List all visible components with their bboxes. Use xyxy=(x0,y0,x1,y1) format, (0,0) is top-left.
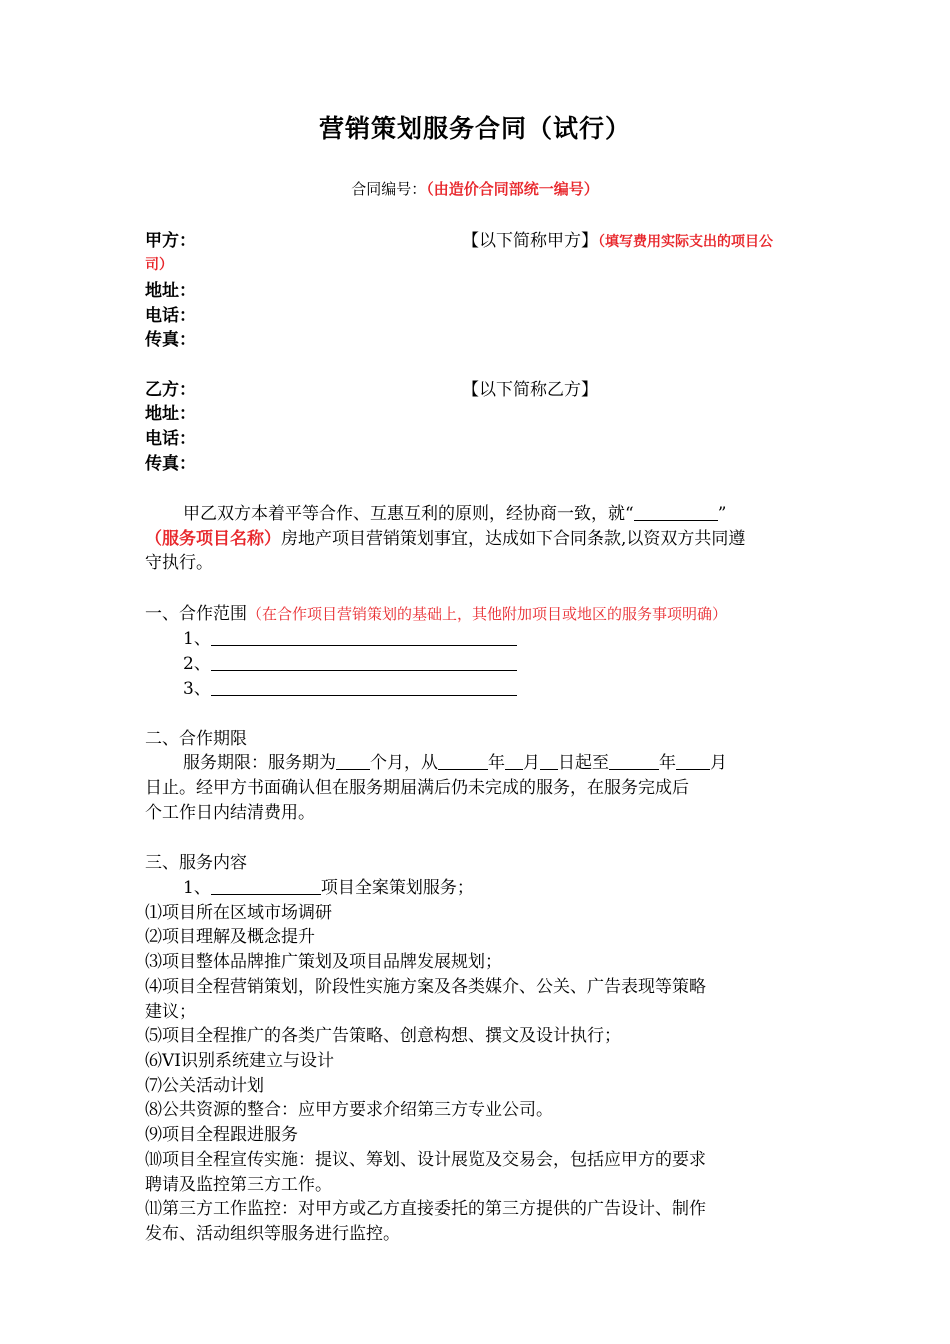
service-item: ⑸项目全程推广的各类广告策略、创意构想、撰文及设计执行； xyxy=(145,1026,621,1046)
end-month-blank[interactable] xyxy=(676,751,710,770)
service-item: 发布、活动组织等服务进行监控。 xyxy=(145,1224,400,1244)
service-sub-1 xyxy=(183,876,474,900)
party-a-alias-text: 【以下简称甲方】 xyxy=(462,231,598,251)
intro-quote-end: ” xyxy=(717,504,727,524)
service-sub-1-text: 项目全案策划服务； xyxy=(320,878,474,898)
service-sub-1-num: 1、 xyxy=(183,878,211,898)
party-b-alias: 【以下简称乙方】 xyxy=(462,380,598,400)
party-b-phone: 电话： xyxy=(145,429,196,449)
service-item: ⑺公关活动计划 xyxy=(145,1076,264,1096)
service-name-blank[interactable] xyxy=(634,502,718,521)
term-text-c: 年 xyxy=(488,753,505,773)
contract-number-note: （由造价合同部统一编号） xyxy=(426,180,599,198)
intro-line-2 xyxy=(145,527,745,551)
scope-item-2-blank[interactable] xyxy=(211,652,517,671)
section-1-note: （在合作项目营销策划的基础上，其他附加项目或地区的服务事项明确） xyxy=(247,605,728,623)
scope-item-3-blank[interactable] xyxy=(211,677,517,696)
intro-text-2: 房地产项目营销策划事宜，达成如下合同条款,以资双方共同遵 xyxy=(281,529,746,549)
section-1-heading: 一、合作范围 xyxy=(145,604,247,624)
service-item: 聘请及监控第三方工作。 xyxy=(145,1175,332,1195)
service-item: 建议； xyxy=(145,1002,196,1022)
party-a-note-cont: 司） xyxy=(145,257,173,273)
term-line-2: 日止。经甲方书面确认但在服务期届满后仍未完成的服务，在服务完成后 xyxy=(145,778,689,798)
section-1-heading-row xyxy=(145,602,727,626)
intro-line-3: 守执行。 xyxy=(145,553,213,573)
term-text-b: 个月，从 xyxy=(370,753,438,773)
party-a-phone: 电话： xyxy=(145,306,196,326)
party-b-address: 地址： xyxy=(145,404,196,424)
contract-number-label: 合同编号： xyxy=(351,180,427,198)
service-item: ⑴项目所在区域市场调研 xyxy=(145,903,332,923)
start-year-blank[interactable] xyxy=(438,751,488,770)
contract-number xyxy=(0,178,950,200)
service-item: ⑵项目理解及概念提升 xyxy=(145,927,315,947)
intro-text-1: 甲乙双方本着平等合作、互惠互利的原则，经协商一致，就“ xyxy=(183,504,634,524)
term-line-3: 个工作日内结清费用。 xyxy=(145,803,315,823)
party-a-address: 地址： xyxy=(145,281,196,301)
term-months-blank[interactable] xyxy=(336,751,370,770)
end-year-blank[interactable] xyxy=(609,751,659,770)
scope-item-2 xyxy=(183,652,517,676)
service-item: ⑻公共资源的整合：应甲方要求介绍第三方专业公司。 xyxy=(145,1100,553,1120)
service-item: ⑹VI识别系统建立与设计 xyxy=(145,1051,334,1071)
service-item: ⑽项目全程宣传实施：提议、筹划、设计展览及交易会，包括应甲方的要求 xyxy=(145,1150,706,1170)
term-text-a: 服务期限：服务期为 xyxy=(183,753,336,773)
start-day-blank[interactable] xyxy=(540,751,558,770)
scope-item-1-num: 1、 xyxy=(183,629,211,649)
service-sub-1-blank[interactable] xyxy=(211,876,321,895)
party-b-label: 乙方： xyxy=(145,380,196,400)
service-item: ⑶项目整体品牌推广策划及项目品牌发展规划； xyxy=(145,952,502,972)
scope-item-1 xyxy=(183,627,517,651)
service-item: ⑷项目全程营销策划，阶段性实施方案及各类媒介、公关、广告表现等策略 xyxy=(145,977,706,997)
term-line-1 xyxy=(183,751,727,775)
service-name-note: （服务项目名称） xyxy=(145,529,281,549)
term-text-f: 年 xyxy=(659,753,676,773)
scope-item-1-blank[interactable] xyxy=(211,627,517,646)
section-3-heading: 三、服务内容 xyxy=(145,853,247,873)
intro-line-1 xyxy=(183,502,726,526)
party-a-fax: 传真： xyxy=(145,330,196,350)
party-b-fax: 传真： xyxy=(145,454,196,474)
section-2-heading: 二、合作期限 xyxy=(145,729,247,749)
service-item: ⑾第三方工作监控：对甲方或乙方直接委托的第三方提供的广告设计、制作 xyxy=(145,1199,706,1219)
term-text-e: 日起至 xyxy=(558,753,609,773)
service-item: ⑼项目全程跟进服务 xyxy=(145,1125,298,1145)
term-text-d: 月 xyxy=(523,753,540,773)
party-a-label: 甲方： xyxy=(145,231,196,251)
start-month-blank[interactable] xyxy=(505,751,523,770)
scope-item-2-num: 2、 xyxy=(183,654,211,674)
term-text-g: 月 xyxy=(710,753,727,773)
scope-item-3-num: 3、 xyxy=(183,679,211,699)
party-a-note: （填写费用实际支出的项目公 xyxy=(598,234,773,250)
document-title: 营销策划服务合同（试行） xyxy=(318,114,631,143)
party-a-alias xyxy=(462,229,773,254)
scope-item-3 xyxy=(183,677,517,701)
